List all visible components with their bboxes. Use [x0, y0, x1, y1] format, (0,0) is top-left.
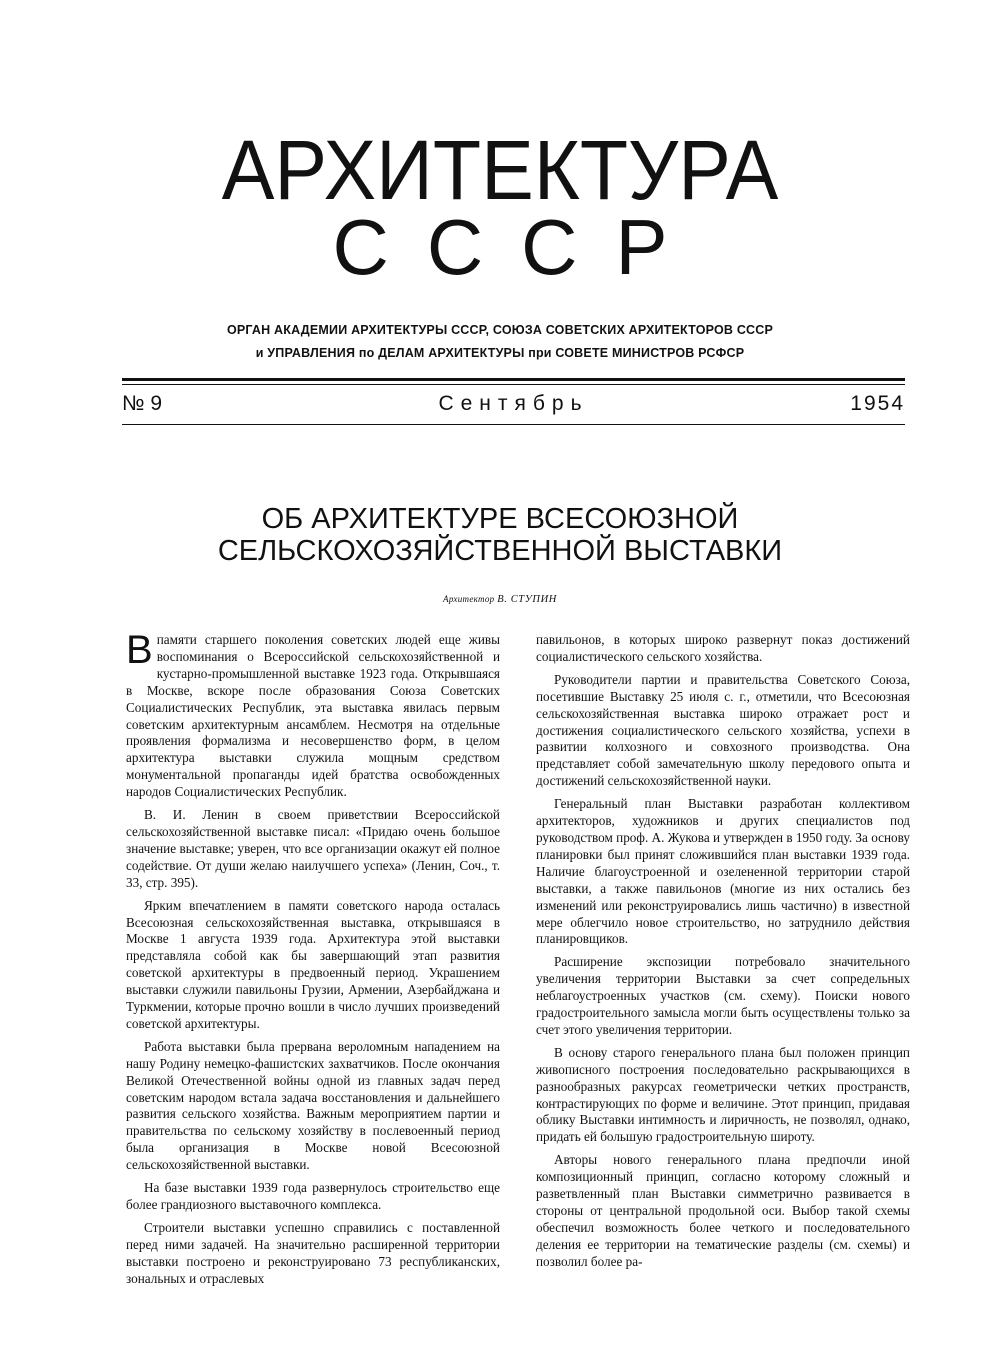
article-column-left [126, 628, 500, 1294]
issue-number: № 9 [122, 392, 163, 415]
paragraph: павильонов, в которых широко развернут показ достижений социалистического сельского хозяйства. [536, 632, 910, 664]
paragraph: Расширение экспозиции потребовало значительного увеличения территории Выставки за счет сопредельных неблагоустроенных участков (см. схему). Поиски нового градостроительного замысла могли быть осуществлены только за счет этого увеличения территории. [536, 954, 910, 1037]
paragraph: Ярким впечатлением в памяти советского народа осталась Всесоюзная сельскохозяйственная выставка, открывшаяся в Москве 1 августа 1939 года. Архитектура этой выставки представляла собой как бы завершающий этап развития советской архитектуры в предвоенный период. Украшением выставки служили павильоны Грузии, Армении, Азербайджана и Туркмении, которые прочно вошли в число лучших произведений советской архитектуры. [126, 897, 500, 1031]
journal-title: АРХИТЕКТУРА [221, 123, 779, 217]
paragraph-text: памяти старшего поколения советских людей еще живы воспоминания о Всероссийской сельскохозяйственной и кустарно-промышленной выставке 1923 года. Открывшаяся в Москве, вскоре после образования Союза Советских Социалистических Республик, эта выставка явилась первым советским архитектурным ансамблем. Несмотря на отдельные проявления формализма и несовершенство форм, в целом архитектура выставки служила мощным средством монументальной пропаганды идей братства освобожденных народов Социалистических Республик. [126, 632, 500, 800]
paragraph: Авторы нового генерального плана предпочли иной композиционный принцип, согласно которому сложный и разветвленный план Выставки симметрично развивается в стороны от центральной продольной оси. Выбор такой схемы обеспечил возможность более четкого и последовательного деления ее территории на тематические разделы (см. схемы) и позволил более ра- [536, 1152, 910, 1269]
drop-cap: В [126, 628, 153, 672]
paragraph: Строители выставки успешно справились с поставленной перед ними задачей. На значительно расширенной территории выставки построено и реконструировано 73 республиканских, зональных и отраслевых [126, 1219, 500, 1286]
article-byline [0, 594, 1000, 605]
paragraph: Работа выставки была прервана вероломным нападением на нашу Родину немецко-фашистских захватчиков. После окончания Великой Отечественной войны одной из главных задач перед советским народом встала задача восстановления и дальнейшего развития сельского хозяйства. Важным мероприятием партии и правительства по сельскому хозяйству в послевоенный период была организация в Москве новой Всесоюзной сельскохозяйственной выставки. [126, 1038, 500, 1173]
top-rule-thin [122, 384, 905, 385]
paragraph: Генеральный план Выставки разработан коллективом архитекторов, художников и других специалистов под руководством проф. А. Жукова и утвержден в 1950 году. За основу планировки был принят сложившийся план выставки 1939 года. Наличие благоустроенной и озелененной территории старой выставки, а также павильонов (многие из них остались без изменений или реконструировались лишь частично) в известной мере облегчило новое строительство, но затруднило действия планировщиков. [536, 796, 910, 947]
byline-role: Архитектор [443, 594, 495, 604]
article-title-line-1: ОБ АРХИТЕКТУРЕ ВСЕСОЮЗНОЙ [261, 503, 739, 535]
issue-month: Сентябрь [438, 392, 589, 415]
publisher-line-2: и УПРАВЛЕНИЯ по ДЕЛАМ АРХИТЕКТУРЫ при СОВЕТЕ МИНИСТРОВ РСФСР [255, 346, 745, 360]
paragraph: На базе выставки 1939 года развернулось строительство еще более грандиозного выставочного комплекса. [126, 1180, 500, 1212]
byline-author: В. СТУПИН [497, 594, 557, 605]
article-title-line-2: СЕЛЬСКОХОЗЯЙСТВЕННОЙ ВЫСТАВКИ [217, 535, 783, 567]
issue-info-row [122, 392, 905, 420]
paragraph [126, 628, 500, 801]
journal-title-ussr: СССР [332, 203, 706, 291]
publisher-line-1: ОРГАН АКАДЕМИИ АРХИТЕКТУРЫ СССР, СОЮЗА СОВЕТСКИХ АРХИТЕКТОРОВ СССР [226, 323, 774, 337]
bottom-rule [122, 424, 905, 425]
article-column-right [536, 632, 910, 1277]
paragraph: В основу старого генерального плана был положен принцип живописного построения последовательно раскрывающихся в разнообразных ракурсах геометрически четких пространств, контрастирующих по форме и величине. Этот принцип, придавая облику Выставки интимность и лиричность, не позволял, однако, придать ей большую градостроительную широту. [536, 1044, 910, 1145]
issue-year: 1954 [850, 392, 905, 415]
paragraph: В. И. Ленин в своем приветствии Всероссийской сельскохозяйственной выставке писал: «Придаю очень большое значение выставке; уверен, что все организации окажут ей полное содействие. От души желаю наилучшего успеха» (Ленин, Соч., т. 33, стр. 395). [126, 807, 500, 890]
paragraph: Руководители партии и правительства Советского Союза, посетившие Выставку 25 июля с. г., отметили, что Всесоюзная сельскохозяйственная выставка широко отражает рост и достижения социалистического сельского хозяйства, успехи в развитии колхозного и совхозного производства. Она представляет собой замечательную школу передового опыта и достижений сельскохозяйственной науки. [536, 671, 910, 789]
top-rule-thick [122, 378, 905, 381]
